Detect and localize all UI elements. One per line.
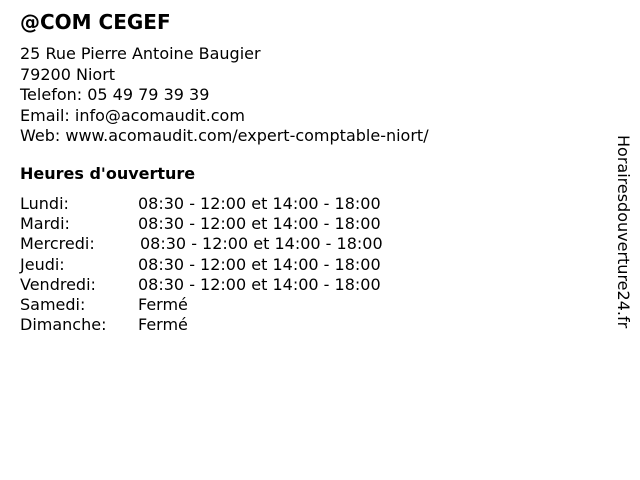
day-hours: Fermé [138,294,188,314]
address-street: 25 Rue Pierre Antoine Baugier [20,44,261,63]
day-label: Jeudi: [20,254,65,274]
day-label: Dimanche: [20,315,107,335]
hours-heading: Heures d'ouverture [20,164,196,183]
contact-block [20,44,429,147]
day-hours: 08:30 - 12:00 et 14:00 - 18:00 [138,274,381,294]
day-label: Lundi: [20,194,69,213]
email-line: Email: info@acomaudit.com [20,105,245,125]
day-hours: 08:30 - 12:00 et 14:00 - 18:00 [138,254,381,274]
address-city: 79200 Niort [20,64,116,84]
day-label: Samedi: [20,294,86,314]
day-hours: 08:30 - 12:00 et 14:00 - 18:00 [138,194,381,213]
business-name: @COM CEGEF [20,10,171,34]
day-label: Mardi: [20,214,70,234]
day-hours: 08:30 - 12:00 et 14:00 - 18:00 [140,234,383,254]
phone-line: Telefon: 05 49 79 39 39 [20,85,210,104]
day-hours: Fermé [138,315,188,335]
site-watermark: Horairesdouverture24.fr [614,135,633,329]
day-label: Mercredi: [20,234,95,254]
web-line: Web: www.acomaudit.com/expert-comptable-niort/ [20,126,429,145]
day-hours: 08:30 - 12:00 et 14:00 - 18:00 [138,214,381,234]
day-label: Vendredi: [20,274,96,294]
